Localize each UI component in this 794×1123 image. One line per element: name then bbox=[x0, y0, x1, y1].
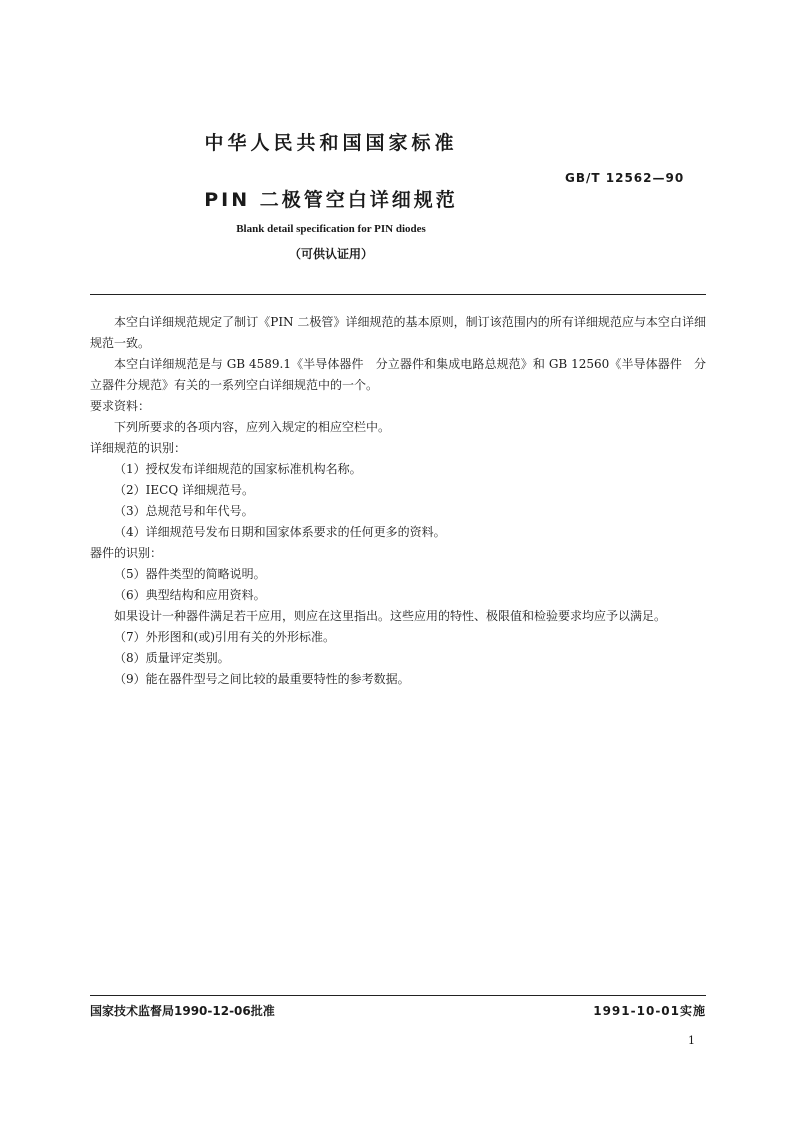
device-id-heading: 器件的识别： bbox=[90, 546, 163, 560]
english-title: Blank detail specification for PIN diodes bbox=[236, 223, 426, 235]
list-item: （4）详细规范号发布日期和国家体系要求的任何更多的资料。 bbox=[114, 525, 446, 539]
list-item: （8）质量评定类别。 bbox=[114, 651, 230, 665]
approval-date: 国家技术监督局1990-12-06批准 bbox=[90, 1004, 275, 1018]
related-standards-paragraph: 本空白详细规范是与 GB 4589.1《半导体器件 分立器件和集成电路总规范》和 GB 12560《半导体器件 分立器件分规范》有关的一系列空白详细规范中的一个。 bbox=[90, 357, 706, 392]
national-standard-heading: 中华人民共和国国家标准 bbox=[204, 132, 458, 154]
header-divider bbox=[90, 294, 706, 295]
list-item: （9）能在器件型号之间比较的最重要特性的参考数据。 bbox=[114, 672, 410, 686]
requirements-heading: 要求资料： bbox=[90, 399, 151, 413]
requirements-text: 下列所要求的各项内容，应列入规定的相应空栏中。 bbox=[114, 420, 391, 434]
list-item: （2）IECQ 详细规范号。 bbox=[114, 483, 254, 497]
page-number: 1 bbox=[688, 1034, 695, 1047]
list-item: （1）授权发布详细规范的国家标准机构名称。 bbox=[114, 462, 362, 476]
document-body bbox=[90, 312, 706, 690]
spec-id-heading: 详细规范的识别： bbox=[90, 441, 187, 455]
list-item: （6）典型结构和应用资料。 bbox=[114, 588, 266, 602]
list-item: （5）器件类型的简略说明。 bbox=[114, 567, 266, 581]
implementation-date: 1991-10-01实施 bbox=[593, 1004, 706, 1018]
certification-note: （可供认证用） bbox=[288, 247, 373, 261]
standard-number: GB/T 12562—90 bbox=[565, 171, 685, 185]
list-item: （7）外形图和(或)引用有关的外形标准。 bbox=[114, 630, 335, 644]
intro-paragraph: 本空白详细规范规定了制订《PIN 二极管》详细规范的基本原则，制订该范围内的所有详细规范应与本空白详细规范一致。 bbox=[90, 315, 706, 350]
applications-note: 如果设计一种器件满足若干应用，则应在这里指出。这些应用的特性、极限值和检验要求均应予以满足。 bbox=[114, 609, 667, 623]
document-title: PIN 二极管空白详细规范 bbox=[204, 189, 458, 211]
footer-divider bbox=[90, 995, 706, 996]
list-item: （3）总规范号和年代号。 bbox=[114, 504, 254, 518]
